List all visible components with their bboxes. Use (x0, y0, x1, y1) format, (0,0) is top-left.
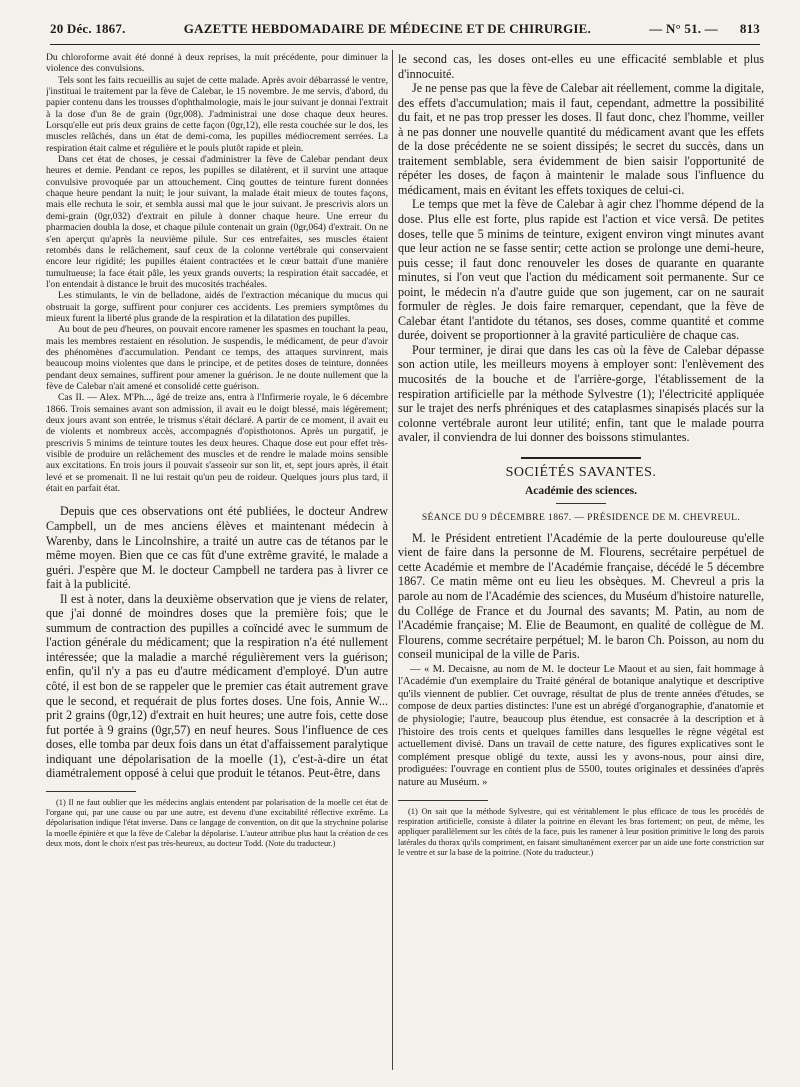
paragraph: Il est à noter, dans la deuxième observation que je viens de relater, que j'ai donné de moindres doses que la première fois; que le summum de contraction des pupilles a coïncidé avec le summum de l'action générale du médicament; que la respiration n'a été nullement intéressée; que la maladie a marché régulièrement vers la guérison; enfin, qu'il n'y a pas eu d'autre médicament d'employé. D'un autre côté, il est bon de se rappeler que le premier cas était autrement grave que le second, et requérait de plus fortes doses. Une fois, Annie W... prit 2 grains (0gr,12) d'extrait en huit heures; une autre fois, cette dose fut portée à 9 grains (0gr,57) en neuf heures. Sous l'influence de ces doses, elle tomba par deux fois dans un état d'affaissement paralytique indiquant une dépolarisation de la moelle (1), c'est-à-dire un état diamétralement opposé à celui que produit le tétanos. Peut-être, dans (46, 591, 388, 781)
paragraph: le second cas, les doses ont-elles eu une efficacité semblable et plus d'innocuité. (398, 52, 764, 81)
paragraph: Pour terminer, je dirai que dans les cas où la fève de Calebar dépasse son action utile, les meilleurs moyens à employer sont: l'enlèvement des mucosités de la bouche et de l'arrière-gorge, l'établissement de la respiration artificielle par la méthode Sylvestre (1); l'électricité appliquée sur le trajet des nerfs phréniques et des cataplasmes sinapisés placés sur la colonne vertébrale auront leur utilité; enfin, tant que le malade pourra avaler, il conviendra de lui donner des boissons stimulantes. (398, 342, 764, 445)
main-text (46, 504, 388, 780)
academy-report (398, 531, 764, 662)
paragraph: Je ne pense pas que la fève de Calebar ait réellement, comme la digitale, des effets d'accumulation; mais il faut, cependant, admettre la possibilité du fait, et ne pas trop presser les doses. Il faut donc, chez l'homme, veiller à ne pas donner une nouvelle quantité du médicament avant que les effets de la dose précédente ne se soient dissipés; le secret du succès, dans un traitement semblable, sera évidemment de bien saisir l'opportunité de répéter les doses, de façon à maintenir le malade sous l'influence du médicament, mais en évitant les effets toxiques de celui-ci. (398, 81, 764, 197)
journal-title: GAZETTE HEBDOMADAIRE DE MÉDECINE ET DE CHIRURGIE. (183, 21, 592, 36)
paragraph: Depuis que ces observations ont été publiées, le docteur Andrew Campbell, un de mes anciens élèves et maintenant médecin à Warenby, dans le Lincolnshire, a traité un autre cas de tétanos par le même moyen. Bien que ce cas fût d'une extrême gravité, le malade a guéri. J'espère que M. le docteur Campbell ne tardera pas à livrer ce fait à la publicité. (46, 504, 388, 592)
column-divider (392, 50, 393, 1070)
issue-date: 20 Déc. 1867. (50, 21, 126, 36)
paragraph: M. le Président entretient l'Académie de la perte douloureuse qu'elle vient de faire dans la personne de M. Flourens, secrétaire perpétuel de cette Académie et membre de l'Académie française, décédé le 5 décembre 1867. Ce matin même ont eu lieu les obsèques. M. Chevreul a pris la parole au nom de l'Académie des sciences, du Muséum d'histoire naturelle, du Collége de France et du Journal des savants; M. Patin, au nom de l'Académie française; M. Elie de Beaumont, en qualité de collègue de M. Flourens, comme secrétaire perpétuel; M. le baron Ch. Poisson, au nom du conseil municipal de la ville de Paris. (398, 530, 764, 662)
paragraph: Au bout de peu d'heures, on pouvait encore ramener les spasmes en touchant la peau, mais les membres restaient en résolution. Je suspendis, le médicament, de peur d'avoir des phénomènes d'accumulation. Pendant ce temps, des attaques survinrent, mais beaucoup moins violentes que dans le principe, et de petites doses de teinture, données pendant deux semaines, suffirent pour amener la guérison. Je ne doute nullement que la fève de Calebar n'ait amené et consolidé cette guérison. (46, 324, 388, 392)
seance-line: SÉANCE DU 9 DÉCEMBRE 1867. — PRÉSIDENCE DE M. CHEVREUL. (421, 511, 741, 523)
left-column (46, 52, 388, 849)
academy-report-small (398, 664, 764, 790)
footnote-rule (46, 791, 136, 792)
footnote (398, 807, 764, 858)
footnote (46, 798, 388, 849)
issue-number: — N° 51. — (649, 21, 718, 36)
paragraph: — « M. Decaisne, au nom de M. le docteur Le Maout et au sien, fait hommage à l'Académie d'un exemplaire du Traité général de botanique analytique et descriptive qu'ils viennent de publier. Cet ouvrage, résultat de plus de trente années d'études, se compose de deux parties distinctes: l'une est un abrégé d'organographie, d'anatomie et de physiologie; l'autre, beaucoup plus étendue, est consacrée à la description et à l'histoire des trois cents et quelques familles dans lesquelles le règne végétal est actuellement divisé. Dans un travail de cette nature, des figures explicatives sont le complément presque obligé du texte, aussi les y avons-nous, pour ainsi dire, prodiguées: l'ouvrage en contient plus de 5500, toutes originales et dessinées d'après nature au Muséum. » (398, 663, 764, 789)
paragraph: Tels sont les faits recueillis au sujet de cette malade. Après avoir débarrassé le ventre, j'instituai le traitement par la fève de Calebar, le 15 novembre. Je me servis, d'abord, du papier contenu dans les trousses d'ophthalmologie, mais le jour suivant je donnai l'extrait à la dose d'un 8e de grain (0gr,008). J'administrai une dose chaque deux heures. Lorsqu'elle eut pris deux grains de cette façon (0gr,12), elle resta couchée sur le dos, les muscles relâchés, dans un état de demi-coma, les pupilles médiocrement serrées. La respiration était calme et régulière et le pouls plutôt rapide et plein. (46, 74, 388, 154)
paragraph: Cas II. — Alex. M'Ph..., âgé de treize ans, entra à l'Infirmerie royale, le 6 décembre 1866. Trois semaines avant son admission, il avait eu le doigt blessé, mais légèrement; deux jours avant son entrée, le trismus s'était déclaré. A partir de ce moment, il avait eu de violents et nombreux accès, accompagnés d'opisthotonos. Après un purgatif, je prescrivis 5 minims de teinture toutes les deux heures. Chaque dose eut pour effet très-visible de produire un relâchement des muscles et de rendre le malade moins sensible aux excitations. En trois jours il pouvait s'asseoir sur son lit, et, sept jours après, il était levé et se promenait. Il ne lui restait qu'un peu de roideur. Quelques jours plus tard, il était en parfait état. (46, 392, 388, 495)
right-column (398, 52, 764, 858)
section-rule (521, 457, 641, 459)
footnote-text: (1) Il ne faut oublier que les médecins anglais entendent par polarisation de la moelle cet état de l'organe qui, par une cause ou par une autre, est devenu d'une excitabilité réflective extrême. La dépolarisation indique l'état inverse. Dans ce langage de convention, on dit que la strychnine polarise la moelle épinière et que la fève de Calebar la dépolarise. L'auteur attribue plus haut la création de ces deux mots, dont le choix n'est pas très-heureux, au docteur Todd. (Note du traducteur.) (46, 797, 388, 848)
page-header (50, 18, 760, 40)
page-number: 813 (739, 21, 760, 36)
footnote-text: (1) On sait que la méthode Sylvestre, qui est véritablement le plus efficace de tous les procédés de respiration artificielle, consiste à dilater la poitrine en élevant les bras fortement; on peut, de même, les appliquer parallèlement sur les côtés de la face, puis les ramener à leur position primitive le long des parois latérales du thorax qu'ils compriment, en faisant simultanément exercer par un aide une forte constriction sur le ventre et sur la base de la poitrine. (Note du traducteur.) (398, 806, 764, 857)
paragraph: Dans cet état de choses, je cessai d'administrer la fève de Calebar pendant deux heures et demie. Pendant ce repos, les pupilles se dilatèrent, et il survint une attaque convulsive provoquée par un attouchement. Cinq gouttes de teinture furent données chaque heure pendant la nuit; le jour suivant, la malade était mieux de toutes façons, mais elle rechuta le soir, et sembla aussi mal que le jour suivant. Je prescrivis alors un demi-grain (0gr,032) d'extrait en pilule à donner chaque heure. Une erreur du pharmacien doubla la dose, et chaque pilule contenait un grain (0gr,064) d'extrait. On ne s'en aperçut qu'après la neuvième pilule. Sur ces entrefaites, ses muscles étaient retombés dans le relâchement, sauf ceux de la colonne vertébrale qui conservaient encore leur rigidité; les pupilles étaient contractées et le cœur battait d'une manière tumultueuse; la face était pâle, les yeux grands ouverts; la respiration était saccadée, et l'on entendait à distance le bruit des mucosités trachéales. (46, 154, 388, 290)
paragraph: Les stimulants, le vin de belladone, aidés de l'extraction mécanique du mucus qui obstruait la gorge, suffirent pour conjurer ces accidents. Les premiers symptômes du mieux furent la liberté plus grande de la respiration et la dilatation des pupilles. (46, 290, 388, 324)
header-rule (50, 44, 760, 45)
subtitle-rule (556, 503, 606, 504)
section-title: SOCIÉTÉS SAVANTES. (505, 464, 657, 480)
section-subtitle: Académie des sciences. (524, 484, 638, 497)
paragraph: Le temps que met la fève de Calebar à agir chez l'homme dépend de la dose. Plus elle est forte, plus rapide est l'action et vice versâ. De petites doses, telle que 5 minims de teinture, exigent environ vingt minutes avant que leur action ne se fasse sentir; cette action se prolonge une demi-heure, puis cesse; il faut donc renouveler les doses de quarante en quarante minutes, si l'on veut que l'action du médicament soit permanente. Sur ce point, le médecin n'a d'autre guide que son jugement, car on ne saurait formuler de règles. Je dois faire remarquer, cependant, que la fève de Calebar étant l'antidote du tétanos, ses doses, comme quantité et comme durée, doivent se proportionner à la gravité particulière de chaque cas. (398, 197, 764, 343)
footnote-rule (398, 800, 488, 801)
paragraph: Du chloroforme avait été donné à deux reprises, la nuit précédente, pour diminuer la violence des convulsions. (46, 52, 388, 75)
case-report (46, 52, 388, 494)
main-text-continued (398, 52, 764, 445)
